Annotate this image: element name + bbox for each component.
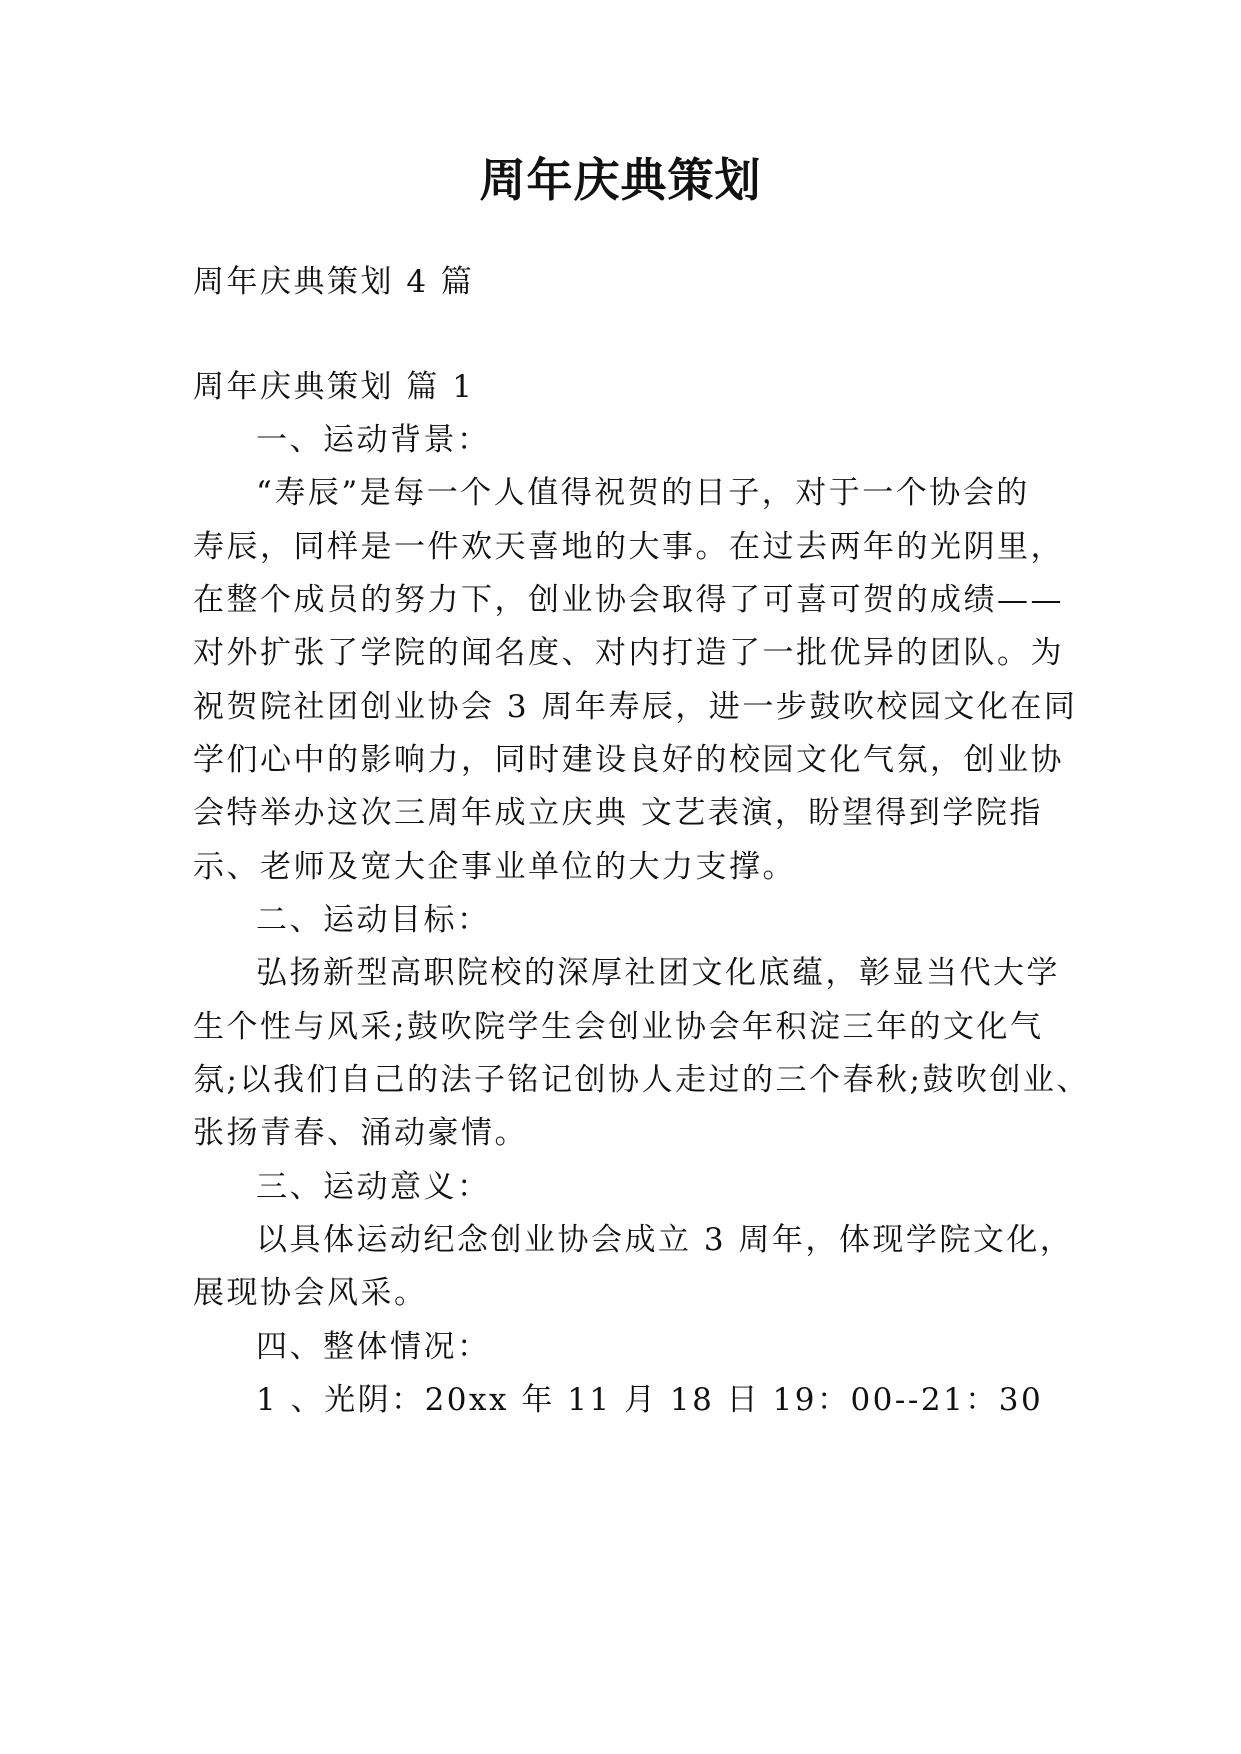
paragraph-line: 学们心中的影响力，同时建设良好的校园文化气氛，创业协 [193, 742, 1064, 778]
paragraph-line: 寿辰，同样是一件欢天喜地的大事。在过去两年的光阴里， [193, 529, 1064, 565]
list-item-time: 1 、光阴：20xx 年 11 月 18 日 19：00--21：30 [256, 1382, 1044, 1418]
paragraph-line: 氛;以我们自己的法子铭记创协人走过的三个春秋;鼓吹创业、 [193, 1062, 1090, 1098]
paragraph-line: 祝贺院社团创业协会 3 周年寿辰，进一步鼓吹校园文化在同 [193, 689, 1078, 725]
paragraph-line: 示、老师及宽大企事业单位的大力支撑。 [193, 849, 796, 885]
heading-overview: 四、整体情况： [256, 1329, 491, 1365]
paragraph-line: 张扬青春、涌动豪情。 [193, 1115, 528, 1151]
paragraph-line: 对外扩张了学院的闻名度、对内打造了一批优异的团队。为 [193, 635, 1064, 671]
heading-background: 一、运动背景： [256, 422, 491, 458]
section-heading: 周年庆典策划 篇 1 [193, 369, 475, 405]
paragraph-line: 以具体运动纪念创业协会成立 3 周年，体现学院文化， [256, 1222, 1074, 1258]
paragraph-line: 生个性与风采;鼓吹院学生会创业协会年积淀三年的文化气 [193, 1009, 1044, 1045]
document-title: 周年庆典策划 [479, 153, 762, 207]
paragraph-line: 会特举办这次三周年成立庆典 文艺表演，盼望得到学院指 [193, 795, 1043, 831]
document-subtitle: 周年庆典策划 4 篇 [193, 264, 475, 300]
heading-significance: 三、运动意义： [256, 1169, 491, 1205]
heading-goals: 二、运动目标： [256, 902, 491, 938]
paragraph-line: 在整个成员的努力下，创业协会取得了可喜可贺的成绩—— [193, 582, 1064, 618]
paragraph-line: “寿辰”是每一个人值得祝贺的日子，对于一个协会的 [256, 475, 1030, 511]
paragraph-line: 展现协会风采。 [193, 1275, 428, 1311]
paragraph-line: 弘扬新型高职院校的深厚社团文化底蕴，彰显当代大学 [256, 955, 1060, 991]
